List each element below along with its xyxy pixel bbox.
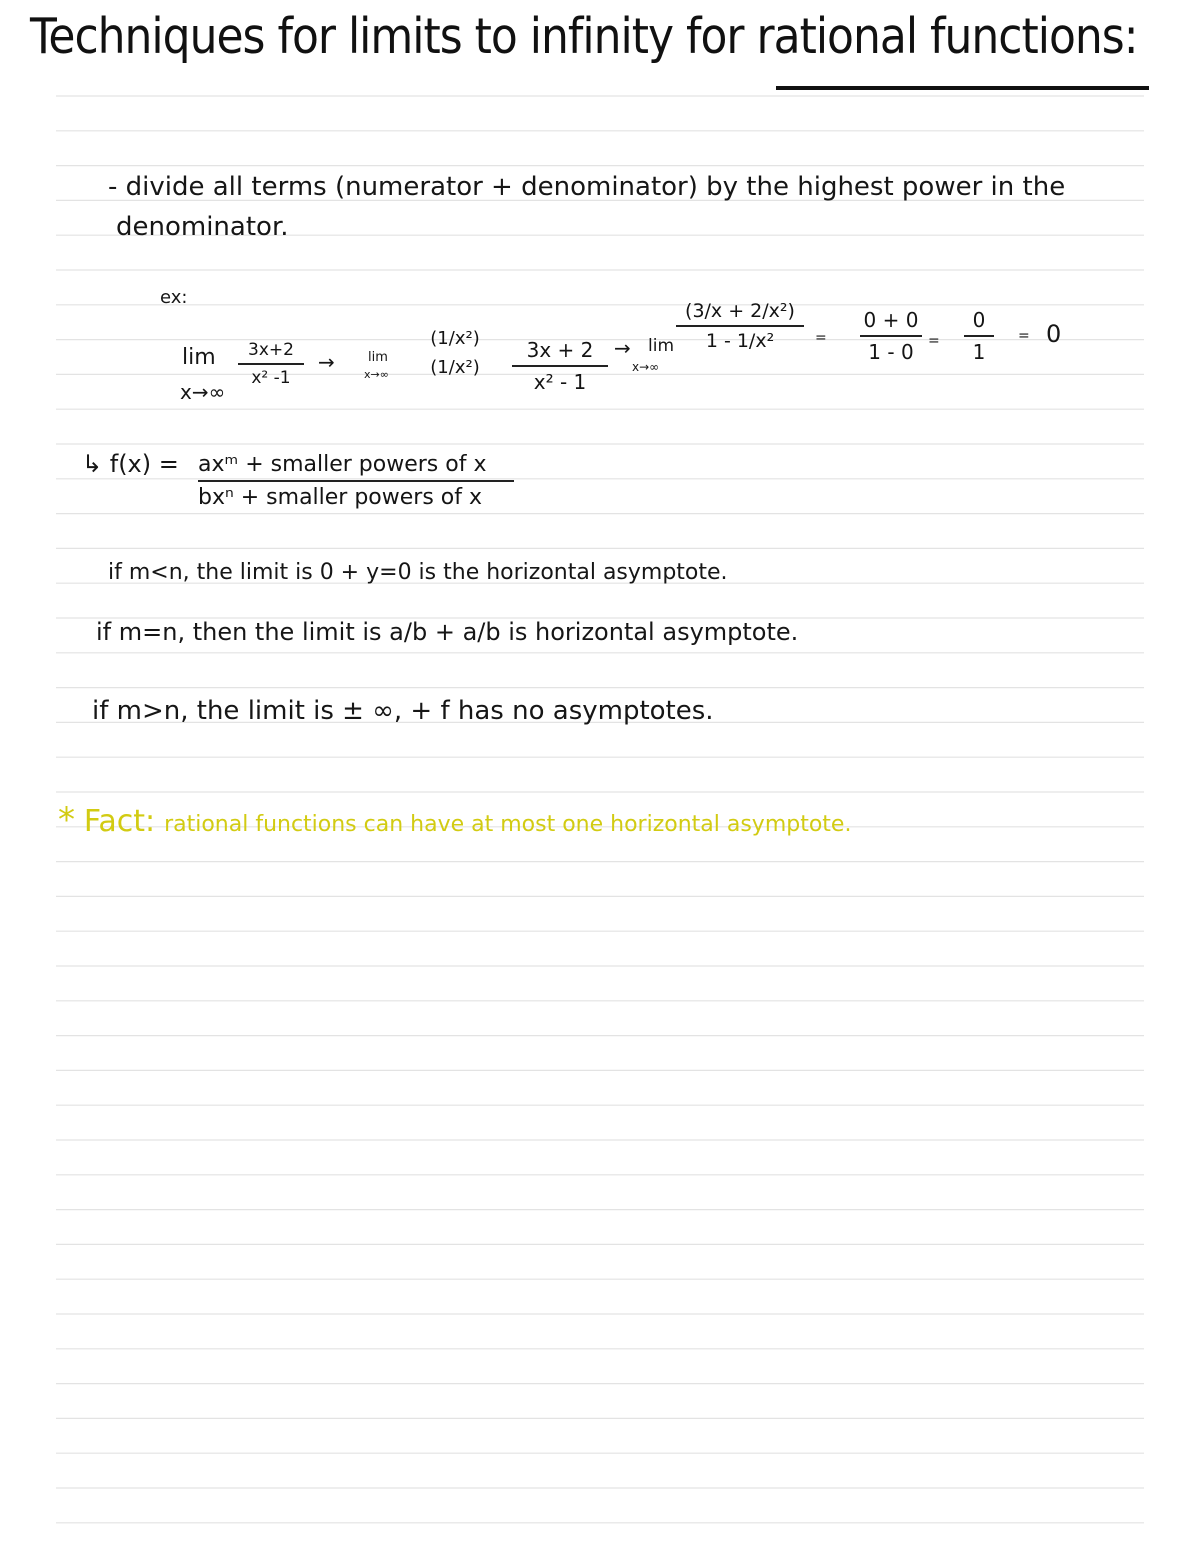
- limit-subscript-2: x→∞: [364, 368, 389, 381]
- arrow-2: →: [614, 336, 631, 360]
- rule-line-1: - divide all terms (numerator + denominator) by the highest power in the: [108, 172, 1066, 202]
- fraction-1-numerator: 3x+2: [248, 340, 294, 360]
- fraction-1-denominator: x² -1: [251, 368, 291, 388]
- fraction-3-bar: [676, 325, 804, 327]
- example-fraction-1: [238, 340, 304, 388]
- example-fraction-3: [676, 300, 804, 352]
- fraction-1-bar: [238, 363, 304, 365]
- fact-label: Fact:: [83, 804, 156, 839]
- title-underlined: rational functions: [756, 8, 1124, 66]
- example-result: 0: [1046, 320, 1062, 348]
- fraction-4-bar: [860, 335, 922, 337]
- arrow-1: →: [318, 350, 335, 374]
- limit-subscript-3: x→∞: [632, 360, 660, 374]
- fraction-2-denominator: x² - 1: [533, 370, 587, 394]
- fact-line: [58, 800, 851, 840]
- limit-symbol-2: lim: [368, 350, 388, 365]
- fraction-4-numerator: 0 + 0: [863, 308, 919, 332]
- equals-3: =: [1018, 328, 1030, 344]
- multiplier-numerator: (1/x²): [430, 328, 480, 349]
- title-suffix: :: [1123, 8, 1138, 66]
- general-form-denominator: bxⁿ + smaller powers of x: [198, 485, 483, 510]
- page-title: [30, 8, 1138, 65]
- fraction-2-bar: [512, 365, 608, 367]
- case-m-greater-n: if m>n, the limit is ± ∞, + f has no asymptotes.: [92, 696, 714, 726]
- fraction-5-bar: [964, 335, 994, 337]
- limit-symbol-1: lim: [182, 345, 216, 370]
- general-form-bar: [198, 480, 514, 482]
- fraction-3-numerator: (3/x + 2/x²): [685, 300, 795, 322]
- example-fraction-2: [512, 338, 608, 394]
- fraction-5-numerator: 0: [972, 308, 986, 332]
- example-label: ex:: [160, 287, 188, 308]
- equals-1: =: [815, 330, 827, 346]
- general-form-prefix: ↳ f(x) =: [82, 450, 179, 478]
- title-prefix: Techniques for limits to infinity for: [30, 8, 744, 66]
- fraction-2-numerator: 3x + 2: [526, 338, 594, 362]
- fact-text: rational functions can have at most one horizontal asymptote.: [164, 812, 852, 837]
- fraction-4-denominator: 1 - 0: [868, 340, 914, 364]
- general-form-numerator: axᵐ + smaller powers of x: [198, 452, 487, 477]
- star-icon: *: [58, 800, 75, 840]
- title-underline: [776, 86, 1149, 90]
- multiplier-fraction: [420, 328, 490, 378]
- fraction-3-denominator: 1 - 1/x²: [705, 330, 775, 352]
- limit-subscript-1: x→∞: [180, 380, 226, 404]
- multiplier-bar: [420, 352, 490, 354]
- general-form-fraction: [198, 452, 514, 510]
- case-m-less-n: if m<n, the limit is 0 + y=0 is the horizontal asymptote.: [108, 560, 728, 585]
- equals-2: =: [928, 333, 940, 349]
- example-fraction-4: [860, 308, 922, 364]
- case-m-equals-n: if m=n, then the limit is a/b + a/b is horizontal asymptote.: [96, 618, 799, 646]
- multiplier-denominator: (1/x²): [430, 357, 480, 378]
- fraction-5-denominator: 1: [972, 340, 986, 364]
- example-fraction-5: [964, 308, 994, 364]
- rule-line-2: denominator.: [116, 212, 289, 242]
- limit-symbol-3: lim: [648, 336, 675, 356]
